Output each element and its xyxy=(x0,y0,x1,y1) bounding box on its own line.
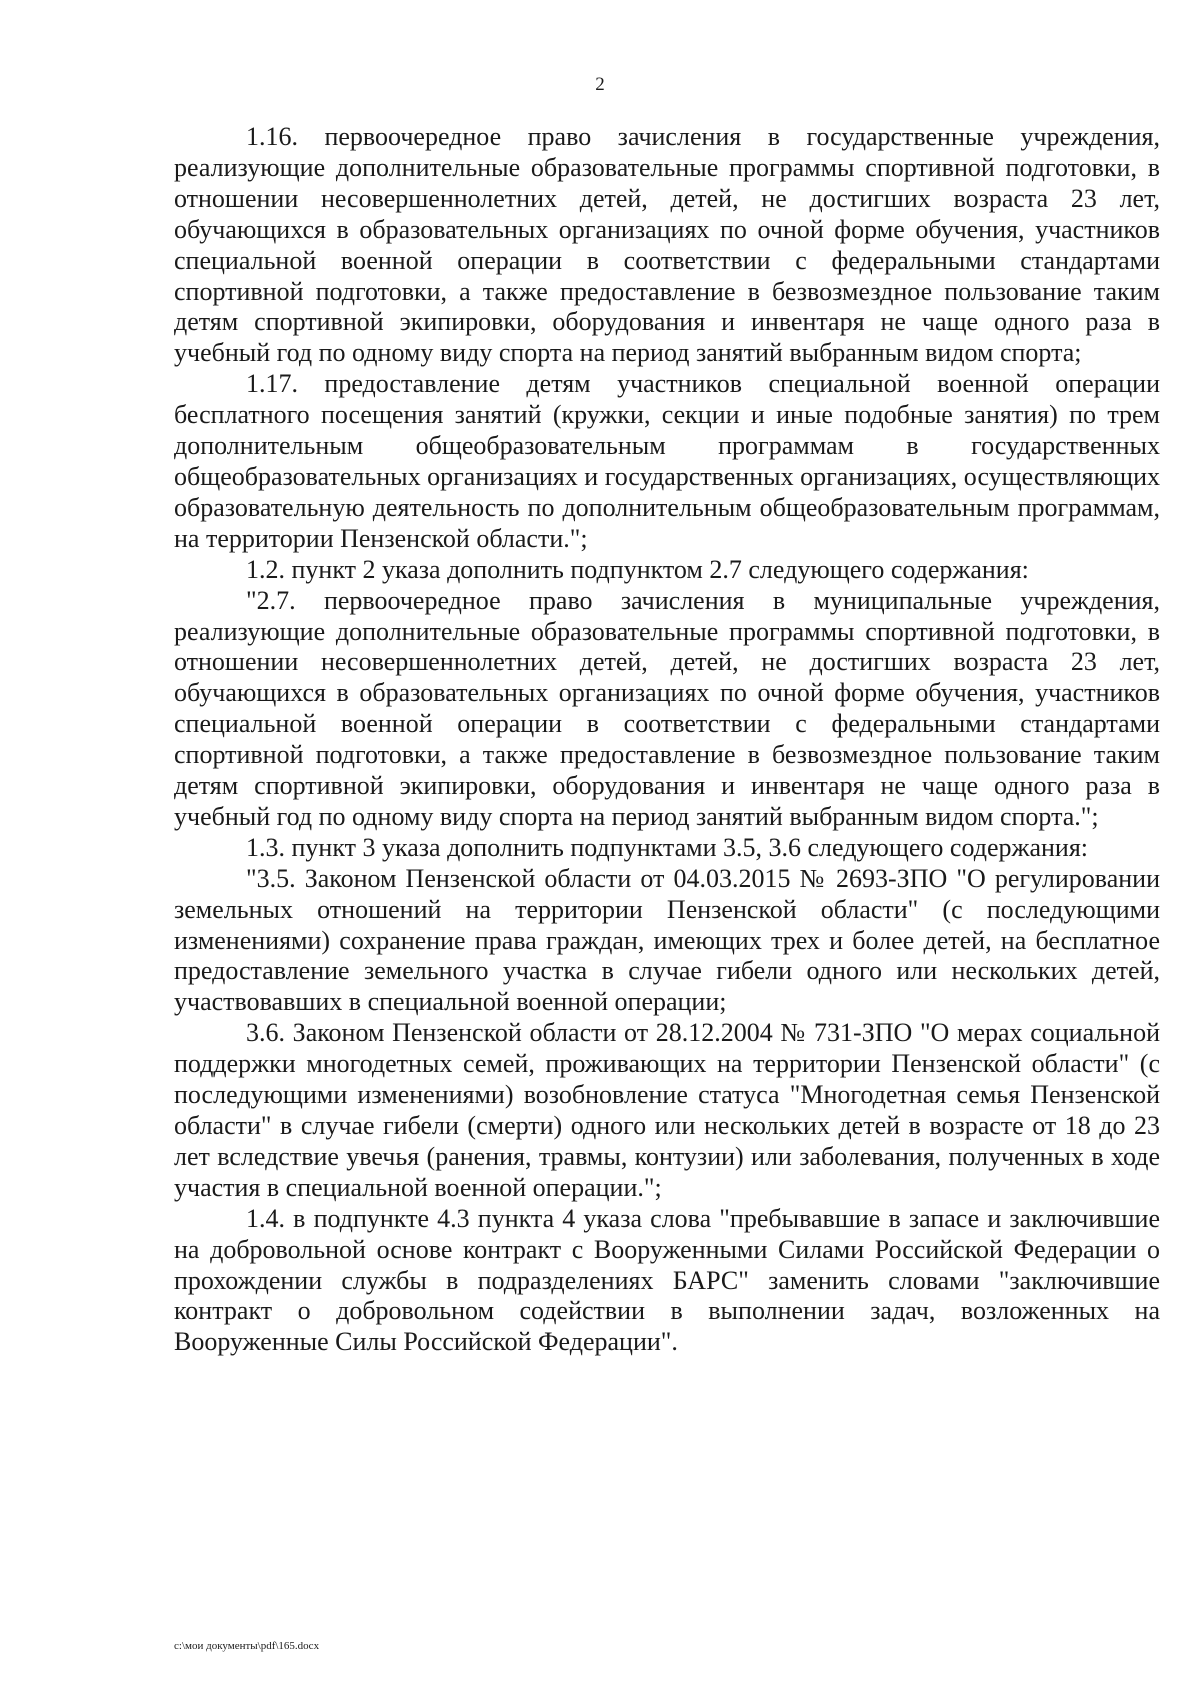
footer-file-path: c:\мои документы\pdf\165.docx xyxy=(174,1640,320,1652)
paragraph-1-4: 1.4. в подпункте 4.3 пункта 4 указа слова "пребывавшие в запасе и заключившие на добровольной основе контракт с Вооруженными Силами Российской Федерации о прохождении службы в подразделениях БАРС" заменить словами "заключившие контракт о добровольном содействии в выполнении задач, возложенных на Вооруженные Силы Российской Федерации". xyxy=(174,1203,1160,1357)
page-number: 2 xyxy=(595,74,605,95)
paragraph-2-7: "2.7. первоочередное право зачисления в муниципальные учреждения, реализующие дополнительные образовательные программы спортивной подготовки, в отношении несовершеннолетних детей, детей, не достигших возраста 23 лет, обучающихся в образовательных организациях по очной форме обучения, участников специальной военной операции в соответствии с федеральными стандартами спортивной подготовки, а также предоставление в безвозмездное пользование таким детям спортивной экипировки, оборудования и инвентаря не чаще одного раза в учебный год по одному виду спорта на период занятий выбранным видом спорта."; xyxy=(174,585,1160,831)
paragraph-3-6: 3.6. Законом Пензенской области от 28.12.2004 № 731-ЗПО "О мерах социальной поддержки многодетных семей, проживающих на территории Пензенской области" (с последующими изменениями) возобновление статуса "Многодетная семья Пензенской области" в случае гибели (смерти) одного или нескольких детей в возрасте от 18 до 23 лет вследствие увечья (ранения, травмы, контузии) или заболевания, полученных в ходе участия в специальной военной операции."; xyxy=(174,1018,1160,1202)
paragraph-1-2: 1.2. пункт 2 указа дополнить подпунктом 2.7 следующего содержания: xyxy=(246,554,1029,584)
document-body xyxy=(174,122,1160,1358)
paragraph-1-16: 1.16. первоочередное право зачисления в государственные учреждения, реализующие дополнительные образовательные программы спортивной подготовки, в отношении несовершеннолетних детей, детей, не достигших возраста 23 лет, обучающихся в образовательных организациях по очной форме обучения, участников специальной военной операции в соответствии с федеральными стандартами спортивной подготовки, а также предоставление в безвозмездное пользование таким детям спортивной экипировки, оборудования и инвентаря не чаще одного раза в учебный год по одному виду спорта на период занятий выбранным видом спорта; xyxy=(174,122,1160,368)
paragraph-1-3: 1.3. пункт 3 указа дополнить подпунктами 3.5, 3.6 следующего содержания: xyxy=(246,832,1089,862)
paragraph-1-17: 1.17. предоставление детям участников специальной военной операции бесплатного посещения занятий (кружки, секции и иные подобные занятия) по трем дополнительным общеобразовательным программам в государственных общеобразовательных организациях и государственных организациях, осуществляющих образовательную деятельность по дополнительным общеобразовательным программам, на территории Пензенской области."; xyxy=(174,369,1160,553)
paragraph-3-5: "3.5. Законом Пензенской области от 04.03.2015 № 2693-ЗПО "О регулировании земельных отношений на территории Пензенской области" (с последующими изменениями) сохранение права граждан, имеющих трех и более детей, на бесплатное предоставление земельного участка в случае гибели одного или нескольких детей, участвовавших в специальной военной операции; xyxy=(174,863,1160,1017)
